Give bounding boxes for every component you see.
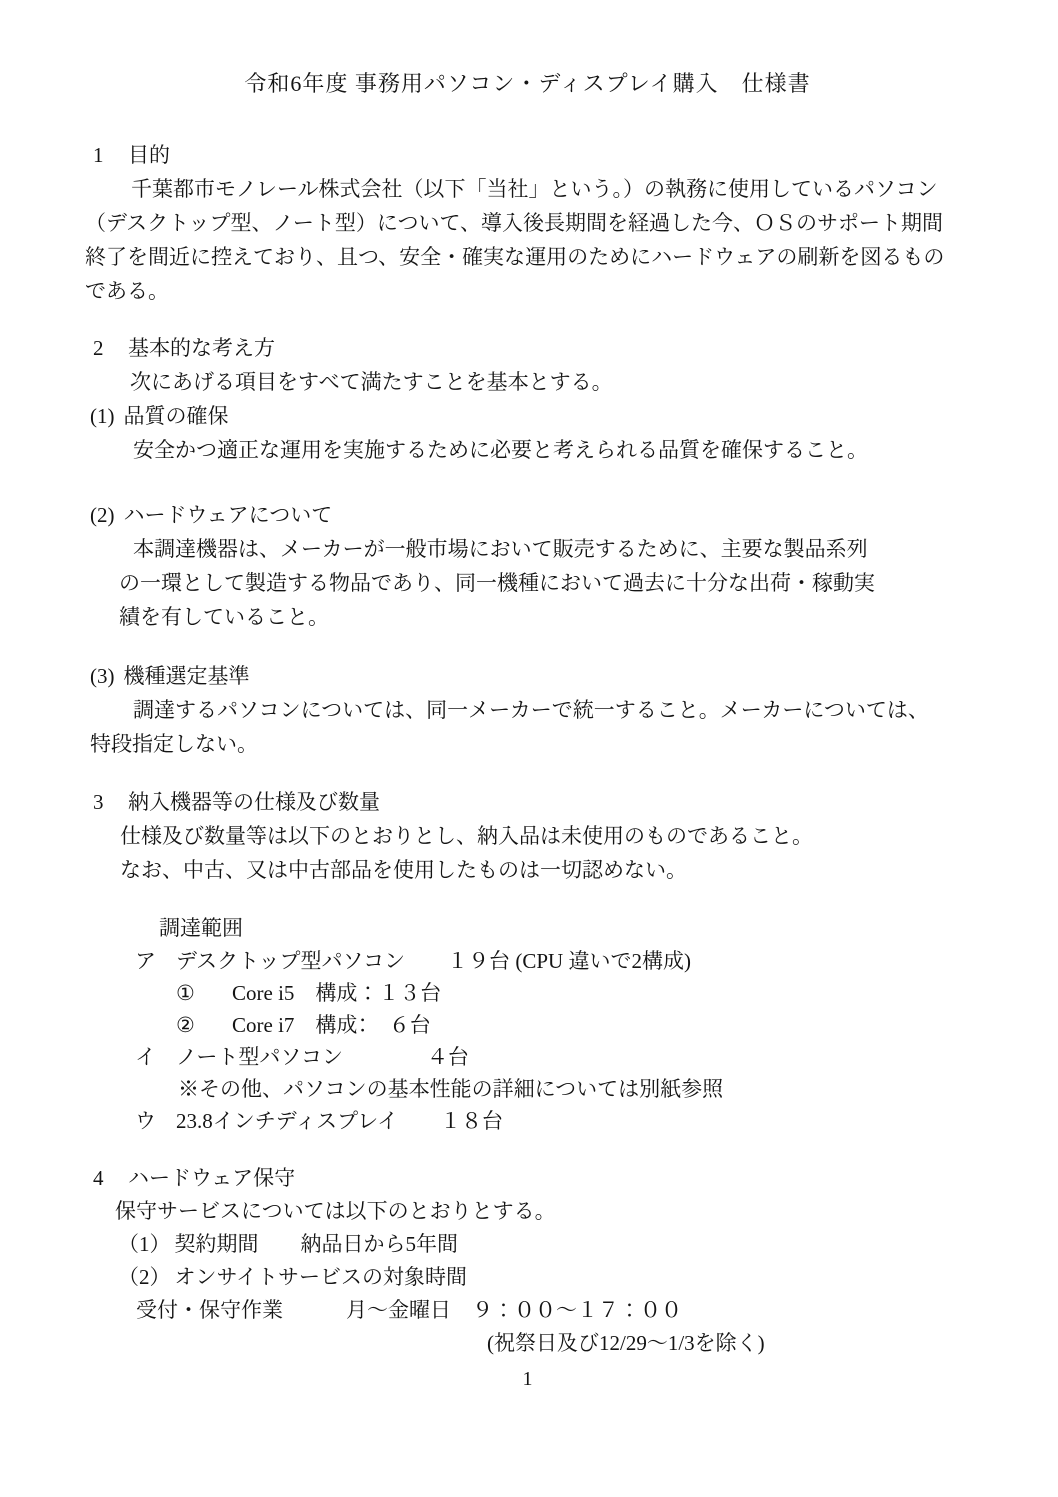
section-3-line: なお、中古、又は中古部品を使用したものは一切認めない。 (120, 858, 687, 882)
item-1-line: 安全かつ適正な運用を実施するために必要と考えられる品質を確保すること。 (133, 438, 868, 462)
section-4-title: ハードウェア保守 (128, 1166, 296, 1190)
section-2-intro: 次にあげる項目をすべて満たすことを基本とする。 (130, 370, 613, 394)
scope-marker: ア (135, 949, 156, 973)
service-hours: 受付・保守作業 月～金曜日 ９：００～１７：００ (136, 1298, 682, 1322)
item-2-line: 績を有していること。 (119, 605, 329, 629)
scope-marker: ① (176, 981, 195, 1005)
section-4-number: 4 (93, 1166, 104, 1190)
page-number: 1 (522, 1368, 533, 1390)
section-1-number: 1 (93, 143, 104, 167)
item-2-title: ハードウェアについて (123, 503, 333, 527)
scope-item-core-i7 (85, 1009, 970, 1041)
item-2-line: の一環として製造する物品であり、同一機種において過去に十分な出荷・稼動実 (119, 571, 875, 595)
section-2-title: 基本的な考え方 (128, 336, 275, 360)
maintenance-item-text: 契約期間 納品日から5年間 (174, 1232, 458, 1256)
section-1-title: 目的 (128, 143, 170, 167)
note-text: その他、パソコンの基本性能の詳細については別紙参照 (199, 1077, 724, 1101)
item-3-title: 機種選定基準 (123, 664, 250, 688)
section-4-heading (85, 1161, 970, 1195)
scope-text: デスクトップ型パソコン １９台 (CPU 違いで2構成) (176, 949, 691, 973)
scope-marker: ウ (135, 1109, 156, 1133)
note-marker: ※ (178, 1077, 199, 1101)
section-1-line: 終了を間近に控えており、且つ、安全・確実な運用のためにハードウェアの刷新を図るもの (85, 245, 945, 269)
scope-item-core-i5 (85, 977, 970, 1009)
section-1-heading (85, 138, 970, 172)
scope-text: ノート型パソコン ４台 (176, 1045, 469, 1069)
maintenance-item-label: （2） (118, 1265, 171, 1289)
item-3-line: 調達するパソコンについては、同一メーカーで統一すること。メーカーについては、 (133, 698, 929, 722)
item-3-heading (85, 659, 970, 693)
section-3-heading (85, 785, 970, 819)
maintenance-item-label: （1） (118, 1232, 171, 1256)
document-title: 令和6年度 事務用パソコン・ディスプレイ購入 仕様書 (244, 71, 811, 96)
scope-item-desktop (85, 945, 970, 977)
item-2-heading (85, 498, 970, 532)
scope-marker: イ (135, 1045, 156, 1069)
section-3-title: 納入機器等の仕様及び数量 (128, 790, 380, 814)
item-1-heading (85, 399, 970, 433)
scope-item-display (85, 1105, 970, 1137)
service-hours-note: (祝祭日及び12/29～1/3を除く) (487, 1331, 765, 1355)
item-2-line: 本調達機器は、メーカーが一般市場において販売するために、主要な製品系列 (133, 537, 868, 561)
scope-note (85, 1073, 970, 1105)
scope-marker: ② (176, 1013, 195, 1037)
maintenance-item-text: オンサイトサービスの対象時間 (174, 1265, 468, 1289)
maintenance-item-1 (85, 1228, 970, 1261)
section-2-number: 2 (93, 336, 104, 360)
item-1-label: (1) (90, 404, 115, 428)
section-1-line: である。 (85, 279, 169, 303)
section-1-line: 千葉都市モノレール株式会社（以下「当社」という。）の執務に使用しているパソコン (131, 177, 938, 201)
item-1-title: 品質の確保 (123, 404, 229, 428)
scope-title: 調達範囲 (159, 916, 243, 940)
item-3-line: 特段指定しない。 (90, 732, 258, 756)
section-3-number: 3 (93, 790, 104, 814)
scope-item-notebook (85, 1041, 970, 1073)
scope-text: Core i7 構成： ６台 (232, 1013, 431, 1037)
scope-text: Core i5 構成：１３台 (232, 981, 442, 1005)
scope-text: 23.8インチディスプレイ １８台 (176, 1109, 504, 1133)
item-2-label: (2) (90, 503, 115, 527)
section-3-line: 仕様及び数量等は以下のとおりとし、納入品は未使用のものであること。 (120, 824, 813, 848)
item-3-label: (3) (90, 664, 115, 688)
maintenance-item-2 (85, 1261, 970, 1294)
section-4-intro: 保守サービスについては以下のとおりとする。 (115, 1199, 556, 1223)
section-1-line: （デスクトップ型、ノート型）について、導入後長期間を経過した今、ＯＳのサポート期間 (85, 211, 944, 235)
section-2-heading (85, 331, 970, 365)
